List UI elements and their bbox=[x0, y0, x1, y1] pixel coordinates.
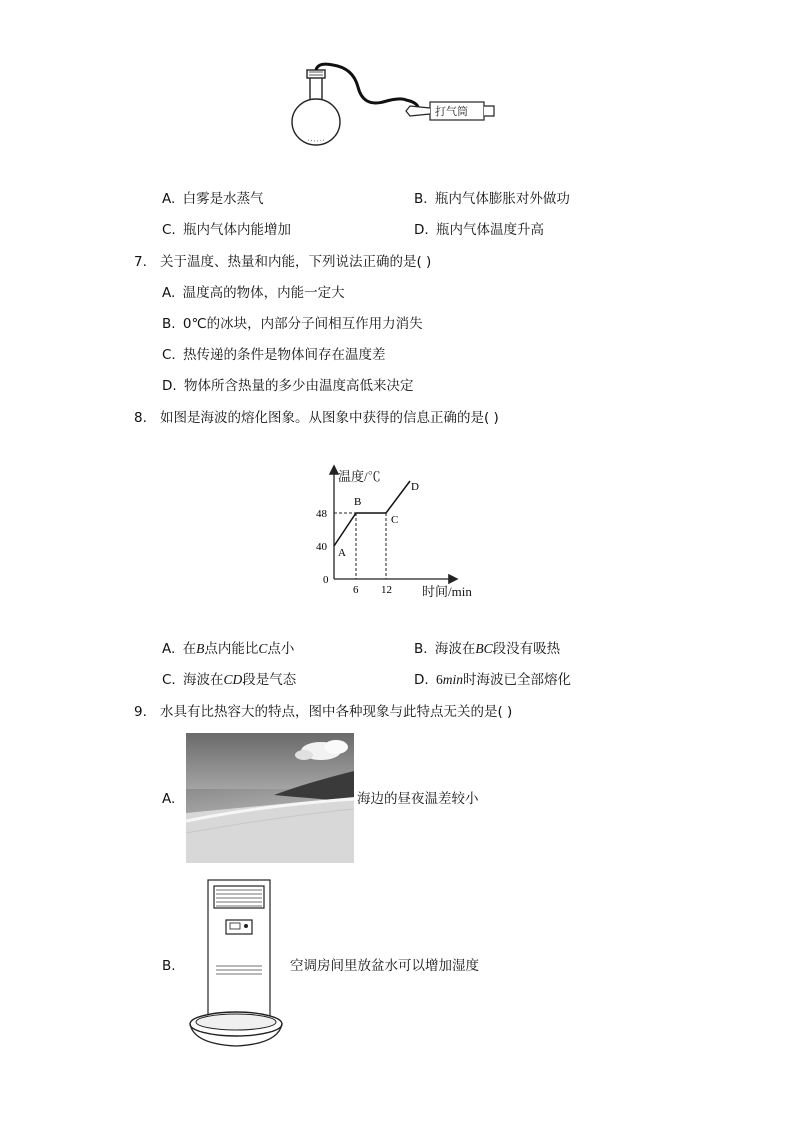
q9-stem: 水具有比热容大的特点，图中各种现象与此特点无关的是( ) bbox=[160, 704, 513, 720]
option-text-1: 6 bbox=[435, 672, 443, 687]
option-letter: C. bbox=[162, 347, 176, 363]
option-text-1: 海波在 bbox=[183, 672, 224, 688]
q8-option-b[interactable] bbox=[414, 640, 560, 658]
option-text-1: 在 bbox=[182, 641, 197, 657]
q7-option-c[interactable] bbox=[162, 346, 386, 364]
variable-cd: CD bbox=[223, 672, 243, 687]
option-text-2: 时海波已全部熔化 bbox=[462, 672, 571, 688]
point-d-label: D bbox=[411, 481, 419, 493]
q6-option-c[interactable] bbox=[162, 221, 291, 239]
variable-c: C bbox=[258, 641, 268, 656]
q9-option-b-text: 空调房间里放盆水可以增加湿度 bbox=[290, 958, 479, 974]
y-axis-label: 温度/℃ bbox=[338, 469, 381, 484]
option-text: 瓶内气体内能增加 bbox=[183, 222, 292, 238]
variable-bc: BC bbox=[475, 641, 493, 656]
unit-min: min bbox=[442, 672, 463, 687]
option-letter: D. bbox=[414, 672, 429, 688]
y-tick-48: 48 bbox=[316, 508, 327, 520]
option-text: 白雾是水蒸气 bbox=[182, 191, 264, 207]
q9-option-b-letter: B. bbox=[162, 958, 176, 974]
option-letter: B. bbox=[414, 641, 428, 657]
option-text: 物体所含热量的多少由温度高低来决定 bbox=[183, 378, 414, 394]
option-letter: B. bbox=[162, 316, 176, 332]
option-letter: C. bbox=[162, 222, 176, 238]
q8-number: 8. bbox=[134, 410, 147, 426]
beach-photo[interactable] bbox=[186, 733, 354, 863]
tube-line bbox=[316, 64, 418, 107]
q9-option-a-text: 海边的昼夜温差较小 bbox=[357, 791, 479, 807]
option-text: 瓶内气体膨胀对外做功 bbox=[434, 191, 570, 207]
option-letter: D. bbox=[414, 222, 429, 238]
q7-option-b[interactable] bbox=[162, 315, 423, 333]
option-text: 0℃的冰块，内部分子间相互作用力消失 bbox=[182, 316, 423, 332]
q8-option-c[interactable] bbox=[162, 671, 296, 689]
option-letter: A. bbox=[162, 285, 176, 301]
q8-option-d[interactable] bbox=[414, 671, 571, 689]
x-tick-6: 6 bbox=[353, 584, 359, 596]
flask-icon bbox=[292, 70, 340, 145]
q7-number: 7. bbox=[134, 254, 147, 270]
option-letter: A. bbox=[162, 641, 176, 657]
pump-label: 打气筒 bbox=[435, 105, 468, 118]
point-a-label: A bbox=[338, 547, 346, 559]
q9-option-a-letter: A. bbox=[162, 791, 176, 807]
point-b-label: B bbox=[354, 496, 362, 508]
x-tick-12: 12 bbox=[381, 584, 392, 596]
x-axis-label: 时间/min bbox=[422, 584, 472, 599]
option-letter: D. bbox=[162, 378, 177, 394]
flask-pump-figure bbox=[288, 62, 518, 152]
melting-graph bbox=[310, 463, 490, 603]
origin-label: 0 bbox=[323, 574, 329, 586]
variable-b: B bbox=[196, 641, 205, 656]
point-c-label: C bbox=[391, 514, 399, 526]
option-letter: C. bbox=[162, 672, 176, 688]
air-conditioner-with-basin[interactable] bbox=[184, 876, 284, 1051]
q7-stem: 关于温度、热量和内能，下列说法正确的是( ) bbox=[160, 254, 432, 270]
option-letter: A. bbox=[162, 191, 176, 207]
option-text: 温度高的物体，内能一定大 bbox=[182, 285, 345, 301]
option-text: 热传递的条件是物体间存在温度差 bbox=[183, 347, 386, 363]
option-text-2: 段是气态 bbox=[242, 672, 297, 688]
option-text: 瓶内气体温度升高 bbox=[435, 222, 544, 238]
q7-option-d[interactable] bbox=[162, 377, 413, 395]
option-text-2: 段没有吸热 bbox=[492, 641, 561, 657]
q7-option-a[interactable] bbox=[162, 284, 345, 302]
option-text-1: 海波在 bbox=[434, 641, 476, 657]
option-text-2: 点内能比 bbox=[204, 641, 259, 657]
q8-option-a[interactable] bbox=[162, 640, 294, 658]
q6-option-d[interactable] bbox=[414, 221, 544, 239]
q8-stem: 如图是海波的熔化图象。从图象中获得的信息正确的是( ) bbox=[160, 410, 499, 426]
q6-option-b[interactable] bbox=[414, 190, 570, 208]
option-text-3: 点小 bbox=[267, 641, 295, 657]
y-tick-40: 40 bbox=[316, 541, 327, 553]
q9-number: 9. bbox=[134, 704, 147, 720]
q6-option-a[interactable] bbox=[162, 190, 264, 208]
option-letter: B. bbox=[414, 191, 428, 207]
